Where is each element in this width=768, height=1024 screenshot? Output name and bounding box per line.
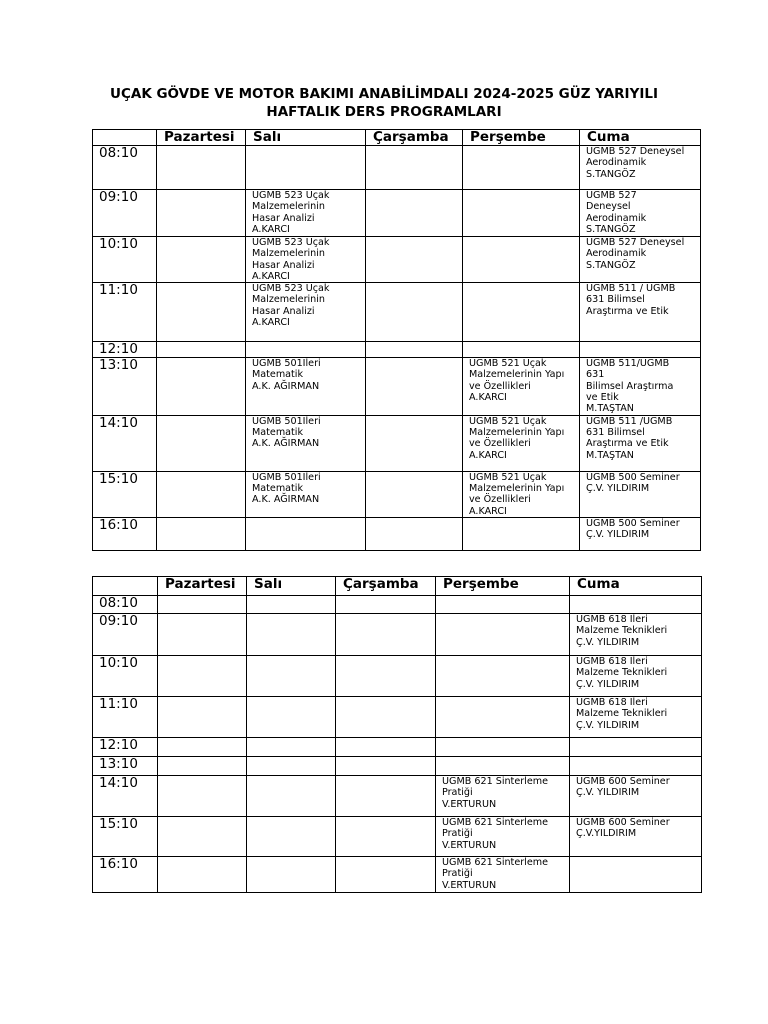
course-text: UGMB 500 Seminer Ç.V. YILDIRIM (586, 471, 680, 494)
header-corner (93, 130, 157, 146)
time-cell: 09:10 (93, 190, 157, 237)
course-cell-cuma (570, 614, 702, 656)
course-cell-carsamba (366, 146, 463, 190)
course-text: UGMB 621 Sinterleme Pratiği V.ERTURUN (442, 776, 548, 810)
course-text: UGMB 511 / UGMB 631 Bilimsel Araştırma ve Etik (586, 283, 676, 317)
page-title (0, 85, 768, 121)
course-cell-cuma (570, 656, 702, 697)
time-slot-row (93, 190, 701, 237)
course-cell-pazartesi (158, 596, 247, 614)
schedule-table-1-body (93, 130, 701, 551)
course-text: UGMB 501İleri Matematik A.K. AĞIRMAN (252, 471, 321, 506)
course-cell-carsamba (336, 757, 436, 776)
course-cell-sali (246, 342, 366, 358)
course-cell-pazartesi (157, 517, 246, 550)
course-text: UGMB 523 Uçak Malzemelerinin Hasar Analizi A.KARCI (252, 190, 330, 235)
course-cell-pazartesi (158, 738, 247, 757)
header-corner (93, 577, 158, 596)
course-cell-persembe (436, 596, 570, 614)
course-cell-pazartesi (157, 471, 246, 517)
time-cell: 10:10 (93, 656, 158, 697)
schedule-table-2 (92, 576, 702, 893)
time-slot-row (93, 471, 701, 517)
course-text: UGMB 521 Uçak Malzemelerinin Yapı ve Özellikleri A.KARCI (469, 415, 565, 461)
time-cell: 14:10 (93, 776, 158, 817)
course-cell-cuma (570, 596, 702, 614)
course-cell-cuma (570, 776, 702, 817)
course-cell-persembe (463, 471, 580, 517)
time-slot-row (93, 517, 701, 550)
time-slot-row (93, 757, 702, 776)
course-cell-persembe (436, 656, 570, 697)
course-cell-carsamba (366, 358, 463, 415)
course-cell-pazartesi (158, 817, 247, 857)
header-row (93, 130, 701, 146)
time-slot-row (93, 358, 701, 415)
course-cell-cuma (580, 283, 701, 342)
course-cell-cuma (580, 358, 701, 415)
course-text: UGMB 600 Seminer Ç.V. YILDIRIM (576, 776, 670, 799)
course-text: UGMB 618 İleri Malzeme Teknikleri Ç.V. YILDIRIM (576, 656, 668, 690)
course-cell-sali (247, 656, 336, 697)
course-cell-pazartesi (157, 237, 246, 283)
course-cell-sali (246, 471, 366, 517)
time-cell: 11:10 (93, 697, 158, 738)
course-cell-cuma (580, 342, 701, 358)
course-cell-persembe (436, 757, 570, 776)
course-cell-cuma (580, 190, 701, 237)
course-cell-sali (246, 237, 366, 283)
course-cell-sali (246, 415, 366, 471)
course-cell-cuma (570, 738, 702, 757)
course-text: UGMB 600 Seminer Ç.V.YILDIRIM (576, 817, 670, 840)
course-cell-persembe (436, 817, 570, 857)
schedule-table-1 (92, 129, 701, 551)
course-cell-cuma (580, 517, 701, 550)
header-persembe: Perşembe (463, 130, 580, 146)
title-line-1: UÇAK GÖVDE VE MOTOR BAKIMI ANABİLİMDALI 2024-2025 GÜZ YARIYILI (110, 86, 658, 102)
course-cell-persembe (436, 857, 570, 893)
course-cell-persembe (436, 776, 570, 817)
course-cell-persembe (463, 146, 580, 190)
course-cell-carsamba (366, 283, 463, 342)
time-cell: 09:10 (93, 614, 158, 656)
course-text: UGMB 527 Deneysel Aerodinamik S.TANGÖZ (586, 190, 647, 235)
course-cell-pazartesi (158, 757, 247, 776)
course-cell-pazartesi (157, 283, 246, 342)
course-cell-carsamba (366, 415, 463, 471)
time-slot-row (93, 857, 702, 893)
course-cell-sali (247, 776, 336, 817)
course-cell-persembe (436, 697, 570, 738)
course-cell-persembe (463, 190, 580, 237)
course-cell-cuma (580, 415, 701, 471)
course-cell-carsamba (336, 817, 436, 857)
title-line-2: HAFTALIK DERS PROGRAMLARI (266, 104, 502, 120)
course-text: UGMB 523 Uçak Malzemelerinin Hasar Analizi A.KARCI (252, 237, 330, 282)
header-carsamba: Çarşamba (336, 577, 436, 596)
course-cell-sali (247, 596, 336, 614)
time-cell: 08:10 (93, 146, 157, 190)
header-carsamba: Çarşamba (366, 130, 463, 146)
course-cell-carsamba (336, 776, 436, 817)
course-cell-pazartesi (157, 342, 246, 358)
course-text: UGMB 621 Sinterleme Pratiği V.ERTURUN (442, 857, 548, 891)
course-cell-sali (246, 146, 366, 190)
time-slot-row (93, 342, 701, 358)
course-cell-carsamba (336, 697, 436, 738)
time-slot-row (93, 656, 702, 697)
course-cell-sali (247, 697, 336, 738)
course-text: UGMB 500 Seminer Ç.V. YILDIRIM (586, 517, 680, 541)
course-cell-pazartesi (158, 857, 247, 893)
course-cell-carsamba (336, 738, 436, 757)
course-text: UGMB 523 Uçak Malzemelerinin Hasar Analizi A.KARCI (252, 283, 330, 329)
course-cell-pazartesi (157, 415, 246, 471)
header-cuma: Cuma (570, 577, 702, 596)
time-cell: 16:10 (93, 857, 158, 893)
course-text: UGMB 527 Deneysel Aerodinamik S.TANGÖZ (586, 146, 685, 180)
time-slot-row (93, 738, 702, 757)
course-text: UGMB 501İleri Matematik A.K. AĞIRMAN (252, 358, 321, 392)
course-cell-cuma (580, 237, 701, 283)
time-cell: 11:10 (93, 283, 157, 342)
course-cell-pazartesi (157, 146, 246, 190)
time-slot-row (93, 415, 701, 471)
time-cell: 12:10 (93, 738, 158, 757)
course-cell-carsamba (366, 237, 463, 283)
header-row (93, 577, 702, 596)
course-cell-carsamba (366, 342, 463, 358)
course-cell-sali (247, 738, 336, 757)
course-text: UGMB 511/UGMB 631 Bilimsel Araştırma ve Etik M.TAŞTAN (586, 358, 674, 415)
course-text: UGMB 527 Deneysel Aerodinamik S.TANGÖZ (586, 237, 685, 271)
time-cell: 13:10 (93, 358, 157, 415)
course-cell-pazartesi (158, 697, 247, 738)
course-cell-pazartesi (158, 614, 247, 656)
time-cell: 16:10 (93, 517, 157, 550)
course-cell-persembe (463, 358, 580, 415)
course-cell-carsamba (336, 596, 436, 614)
course-cell-carsamba (366, 471, 463, 517)
course-cell-carsamba (366, 517, 463, 550)
course-cell-cuma (570, 857, 702, 893)
course-cell-cuma (570, 817, 702, 857)
course-text: UGMB 521 Uçak Malzemelerinin Yapı ve Özellikleri A.KARCI (469, 471, 565, 517)
header-sali: Salı (246, 130, 366, 146)
header-cuma: Cuma (580, 130, 701, 146)
course-cell-persembe (436, 738, 570, 757)
course-cell-pazartesi (158, 776, 247, 817)
course-cell-cuma (570, 697, 702, 738)
time-slot-row (93, 283, 701, 342)
header-pazartesi: Pazartesi (157, 130, 246, 146)
time-cell: 15:10 (93, 817, 158, 857)
schedule-table-2-body (93, 577, 702, 893)
course-cell-cuma (580, 471, 701, 517)
course-cell-persembe (463, 283, 580, 342)
time-cell: 14:10 (93, 415, 157, 471)
course-cell-pazartesi (158, 656, 247, 697)
course-cell-persembe (463, 237, 580, 283)
header-pazartesi: Pazartesi (158, 577, 247, 596)
time-slot-row (93, 697, 702, 738)
time-cell: 08:10 (93, 596, 158, 614)
course-cell-sali (247, 857, 336, 893)
course-cell-pazartesi (157, 190, 246, 237)
time-slot-row (93, 596, 702, 614)
time-slot-row (93, 237, 701, 283)
time-slot-row (93, 614, 702, 656)
course-cell-persembe (463, 415, 580, 471)
course-cell-carsamba (336, 614, 436, 656)
course-text: UGMB 501İleri Matematik A.K. AĞIRMAN (252, 415, 321, 450)
time-cell: 13:10 (93, 757, 158, 776)
course-cell-sali (247, 757, 336, 776)
header-sali: Salı (247, 577, 336, 596)
time-cell: 10:10 (93, 237, 157, 283)
course-cell-cuma (580, 146, 701, 190)
course-text: UGMB 521 Uçak Malzemelerinin Yapı ve Özellikleri A.KARCI (469, 358, 565, 404)
course-cell-cuma (570, 757, 702, 776)
course-text: UGMB 618 İleri Malzeme Teknikleri Ç.V. YILDIRIM (576, 614, 668, 648)
course-text: UGMB 618 İleri Malzeme Teknikleri Ç.V. YILDIRIM (576, 697, 668, 731)
course-text: UGMB 621 Sinterleme Pratiği V.ERTURUN (442, 817, 548, 851)
course-cell-persembe (463, 342, 580, 358)
time-cell: 12:10 (93, 342, 157, 358)
course-cell-sali (246, 517, 366, 550)
time-slot-row (93, 817, 702, 857)
time-slot-row (93, 776, 702, 817)
header-persembe: Perşembe (436, 577, 570, 596)
course-text: UGMB 511 /UGMB 631 Bilimsel Araştırma ve Etik M.TAŞTAN (586, 415, 673, 461)
course-cell-carsamba (336, 656, 436, 697)
course-cell-carsamba (366, 190, 463, 237)
course-cell-persembe (463, 517, 580, 550)
course-cell-sali (247, 614, 336, 656)
course-cell-pazartesi (157, 358, 246, 415)
course-cell-sali (247, 817, 336, 857)
course-cell-carsamba (336, 857, 436, 893)
time-slot-row (93, 146, 701, 190)
course-cell-persembe (436, 614, 570, 656)
course-cell-sali (246, 283, 366, 342)
course-cell-sali (246, 190, 366, 237)
time-cell: 15:10 (93, 471, 157, 517)
course-cell-sali (246, 358, 366, 415)
